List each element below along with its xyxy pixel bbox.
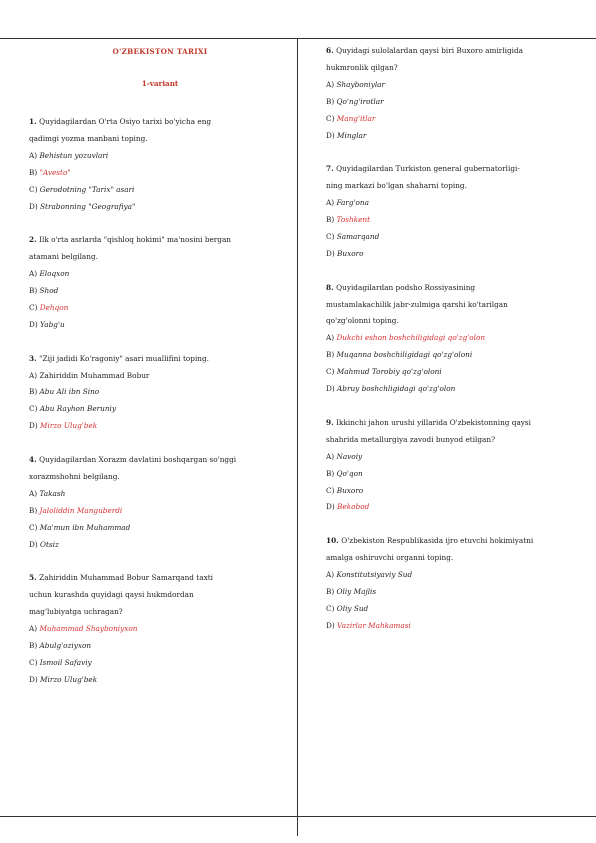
question-line: ning markazi bo'lgan shaharni toping. bbox=[326, 181, 467, 191]
option-text: Mirzo Ulug'bek bbox=[40, 674, 98, 684]
answer-option bbox=[326, 77, 588, 94]
question-line: Quyidagilardan Xorazm davlatini boshqargan so'nggi bbox=[39, 455, 237, 465]
question-text bbox=[29, 587, 291, 604]
option-text: Qo'qon bbox=[336, 468, 363, 478]
question-line: Ilk o'rta asrlarda "qishloq hokimi" ma'nosini bergan bbox=[39, 235, 232, 245]
option-letter: C) bbox=[29, 657, 40, 667]
option-text: Mahmud Torobiy qo'zg'oloni bbox=[336, 367, 442, 377]
option-text: Mirzo Ulug'bek bbox=[40, 421, 98, 431]
question-text bbox=[326, 550, 588, 567]
option-text: Samarqand bbox=[336, 231, 380, 241]
option-letter: D) bbox=[326, 248, 338, 258]
question-text bbox=[326, 432, 588, 449]
option-text: Konstitutsiyaviy Sud bbox=[336, 570, 413, 580]
answer-option bbox=[326, 94, 588, 111]
option-letter: A) bbox=[29, 269, 40, 279]
option-letter: A) bbox=[326, 79, 337, 89]
correct-answer-option bbox=[326, 212, 588, 229]
correct-answer-option bbox=[29, 165, 291, 182]
option-letter: D) bbox=[29, 201, 41, 211]
answer-option bbox=[326, 381, 588, 398]
answer-option bbox=[29, 182, 291, 199]
option-letter: A) bbox=[326, 198, 337, 208]
correct-answer-option bbox=[326, 330, 588, 347]
question-block bbox=[29, 452, 291, 553]
option-text: Muhammad Shayboniyxon bbox=[39, 624, 138, 634]
question-text bbox=[326, 178, 588, 195]
answer-option bbox=[326, 466, 588, 483]
option-letter: B) bbox=[326, 350, 337, 360]
question-line: mustamlakachilik jabr-zulmiga qarshi ko'tarilgan bbox=[326, 299, 508, 309]
option-letter: C) bbox=[29, 522, 40, 532]
answer-option bbox=[29, 283, 291, 300]
question-line: Zahiriddin Muhammad Bobur Samarqand taxti bbox=[39, 573, 213, 583]
answer-option bbox=[29, 638, 291, 655]
question-text bbox=[326, 43, 588, 60]
answer-option bbox=[29, 199, 291, 216]
option-letter: A) bbox=[29, 624, 40, 634]
option-text: Buxoro bbox=[337, 248, 364, 258]
answer-option bbox=[326, 601, 588, 618]
question-block bbox=[326, 161, 588, 262]
answer-option bbox=[326, 483, 588, 500]
option-letter: C) bbox=[29, 302, 40, 312]
option-letter: D) bbox=[326, 502, 338, 512]
question-text bbox=[326, 280, 588, 297]
option-text: Buxoro bbox=[336, 485, 364, 495]
page-title: O'ZBEKISTON TARIXI bbox=[112, 47, 208, 56]
option-text: Yabg'u bbox=[40, 319, 65, 329]
question-text bbox=[29, 570, 291, 587]
question-number: 1. bbox=[29, 117, 40, 126]
option-text: Qo'ng'irotlar bbox=[336, 96, 384, 106]
question-line: xorazmshohni belgilang. bbox=[29, 471, 120, 481]
column-divider bbox=[297, 38, 298, 836]
answer-option bbox=[326, 128, 588, 145]
question-line: Quyidagilardan Turkiston general gubernatorligi- bbox=[336, 164, 520, 174]
answer-option bbox=[29, 672, 291, 689]
option-letter: B) bbox=[326, 468, 337, 478]
answer-option bbox=[326, 584, 588, 601]
question-line: mag'lubiyatga uchragan? bbox=[29, 607, 123, 617]
question-line: shahrida metallurgiya zavodi bunyod etilgan? bbox=[326, 434, 495, 444]
question-text bbox=[29, 232, 291, 249]
question-line: O'zbekiston Respublikasida ijro etuvchi hokimiyatni bbox=[341, 536, 534, 546]
question-text bbox=[326, 161, 588, 178]
correct-answer-option bbox=[326, 618, 588, 635]
question-text bbox=[326, 415, 588, 432]
answer-option bbox=[326, 246, 588, 263]
option-letter: D) bbox=[326, 620, 338, 630]
question-text bbox=[326, 313, 588, 330]
option-text: "Avesto" bbox=[39, 167, 71, 177]
option-letter: A) bbox=[29, 150, 40, 160]
option-text: Strabonning "Geografiya" bbox=[40, 201, 136, 211]
answer-option bbox=[29, 520, 291, 537]
option-text: Oliy Majlis bbox=[336, 586, 377, 596]
option-letter: B) bbox=[29, 505, 40, 515]
question-text bbox=[29, 249, 291, 266]
option-letter: D) bbox=[29, 421, 41, 431]
question-line: qo'zg'olonni toping. bbox=[326, 316, 399, 326]
option-text: Dukchi eshon boshchiligidagi qo'zg'olon bbox=[336, 333, 486, 343]
question-block bbox=[326, 280, 588, 398]
question-block bbox=[29, 114, 291, 215]
option-letter: C) bbox=[29, 404, 40, 414]
option-text: Behistun yozuvlari bbox=[39, 150, 109, 160]
option-letter: B) bbox=[326, 215, 337, 225]
option-letter: A) bbox=[326, 333, 337, 343]
question-line: amalga oshiruvchi organni toping. bbox=[326, 553, 454, 563]
right-question-list bbox=[326, 43, 588, 635]
question-block bbox=[29, 351, 291, 436]
option-text: Ma'mun ibn Muhammad bbox=[39, 522, 131, 532]
option-letter: B) bbox=[29, 286, 40, 296]
option-text: Mang'itlar bbox=[336, 113, 376, 123]
question-line: atamani belgilang. bbox=[29, 252, 98, 262]
option-text: Abu Rayhon Beruniy bbox=[39, 404, 116, 414]
answer-option bbox=[29, 266, 291, 283]
option-text: Oliy Sud bbox=[336, 603, 369, 613]
answer-option bbox=[326, 347, 588, 364]
correct-answer-option bbox=[326, 111, 588, 128]
answer-option bbox=[29, 655, 291, 672]
question-number: 2. bbox=[29, 235, 40, 245]
answer-option bbox=[326, 449, 588, 466]
question-number: 7. bbox=[326, 164, 337, 174]
answer-option bbox=[29, 148, 291, 165]
question-number: 9. bbox=[326, 417, 337, 427]
question-block bbox=[326, 43, 588, 144]
question-text bbox=[29, 452, 291, 469]
answer-option bbox=[326, 567, 588, 584]
option-letter: B) bbox=[29, 387, 40, 397]
option-text: Gerodotning "Tarix" asari bbox=[39, 184, 135, 194]
question-number: 4. bbox=[29, 455, 40, 465]
question-block bbox=[326, 533, 588, 634]
question-line: hukmronlik qilgan? bbox=[326, 62, 398, 72]
option-text: Eloqxon bbox=[39, 269, 70, 279]
option-letter: B) bbox=[326, 586, 337, 596]
question-line: Quyidagilardan O'rta Osiyo tarixi bo'yicha eng bbox=[39, 117, 212, 126]
option-text: Minglar bbox=[337, 130, 367, 140]
option-text: Abulg'oziyxon bbox=[39, 641, 92, 651]
option-text: Abruy boshchligidagi qo'zg'olon bbox=[337, 384, 456, 394]
option-letter: C) bbox=[326, 485, 337, 495]
answer-option bbox=[29, 384, 291, 401]
answer-option bbox=[29, 368, 291, 385]
option-letter: D) bbox=[29, 319, 41, 329]
option-letter: C) bbox=[29, 184, 40, 194]
correct-answer-option bbox=[29, 503, 291, 520]
option-text: Takash bbox=[39, 488, 66, 498]
right-column bbox=[326, 43, 588, 635]
question-text bbox=[326, 533, 588, 550]
variant-label: 1-variant bbox=[141, 79, 179, 88]
question-line: qadimgi yozma manbani toping. bbox=[29, 133, 148, 143]
option-letter: C) bbox=[326, 603, 337, 613]
option-letter: D) bbox=[326, 130, 338, 140]
option-letter: C) bbox=[326, 113, 337, 123]
option-letter: D) bbox=[29, 539, 41, 549]
correct-answer-option bbox=[29, 300, 291, 317]
question-text bbox=[29, 469, 291, 486]
option-letter: A) bbox=[29, 488, 40, 498]
option-letter: D) bbox=[29, 674, 41, 684]
question-line: uchun kurashda quyidagi qaysi hukmdordan bbox=[29, 590, 194, 600]
correct-answer-option bbox=[326, 499, 588, 516]
question-number: 6. bbox=[326, 46, 337, 55]
question-text bbox=[29, 131, 291, 148]
answer-option bbox=[29, 401, 291, 418]
option-letter: D) bbox=[326, 384, 338, 394]
option-text: Otsiz bbox=[40, 539, 59, 549]
option-letter: A) bbox=[326, 570, 337, 580]
question-line: Quyidagi sulolalardan qaysi biri Buxoro amirligida bbox=[336, 46, 523, 55]
question-text bbox=[29, 351, 291, 368]
question-text bbox=[29, 114, 291, 131]
option-text: Dehqon bbox=[39, 302, 69, 312]
question-number: 10. bbox=[326, 536, 342, 546]
question-number: 8. bbox=[326, 282, 337, 292]
answer-option bbox=[29, 317, 291, 334]
top-rule bbox=[0, 38, 596, 39]
question-number: 3. bbox=[29, 353, 40, 363]
option-text: Farg'ona bbox=[336, 198, 369, 208]
question-block bbox=[29, 570, 291, 688]
answer-option bbox=[29, 486, 291, 503]
option-text: Navoiy bbox=[336, 451, 363, 461]
option-letter: B) bbox=[326, 96, 337, 106]
question-block bbox=[29, 232, 291, 333]
option-text: Vazirlar Mahkamasi bbox=[337, 620, 411, 630]
answer-option bbox=[29, 537, 291, 554]
option-letter: A) bbox=[326, 451, 337, 461]
option-letter: A) bbox=[29, 370, 40, 380]
answer-option bbox=[326, 229, 588, 246]
question-text bbox=[29, 604, 291, 621]
option-text: Shayboniylar bbox=[336, 79, 386, 89]
left-question-list bbox=[29, 114, 291, 689]
answer-option bbox=[326, 364, 588, 381]
option-text: Toshkent bbox=[336, 215, 371, 225]
question-line: "Ziji jadidi Ko'ragoniy" asari muallifini toping. bbox=[39, 353, 209, 363]
question-number: 5. bbox=[29, 573, 40, 583]
option-letter: C) bbox=[326, 231, 337, 241]
option-letter: B) bbox=[29, 641, 40, 651]
option-text: Abu Ali ibn Sino bbox=[39, 387, 100, 397]
correct-answer-option bbox=[29, 621, 291, 638]
left-column bbox=[29, 43, 291, 689]
question-line: Ikkinchi jahon urushi yillarida O'zbekistonning qaysi bbox=[336, 417, 532, 427]
option-text: Jaloliddin Manguberdi bbox=[39, 505, 123, 515]
option-text: Muqanna boshchiligidagi qo'zg'oloni bbox=[336, 350, 473, 360]
bottom-rule bbox=[0, 816, 596, 817]
option-text: Zahiriddin Muhammad Bobur bbox=[39, 370, 150, 380]
option-text: Shod bbox=[39, 286, 59, 296]
question-text bbox=[326, 60, 588, 77]
question-text bbox=[326, 297, 588, 314]
answer-option bbox=[326, 195, 588, 212]
option-text: Bekobod bbox=[337, 502, 370, 512]
option-letter: B) bbox=[29, 167, 40, 177]
question-line: Quyidagilardan podsho Rossiyasining bbox=[336, 282, 476, 292]
option-text: Ismoil Safaviy bbox=[39, 657, 92, 667]
option-letter: C) bbox=[326, 367, 337, 377]
correct-answer-option bbox=[29, 418, 291, 435]
question-block bbox=[326, 415, 588, 516]
